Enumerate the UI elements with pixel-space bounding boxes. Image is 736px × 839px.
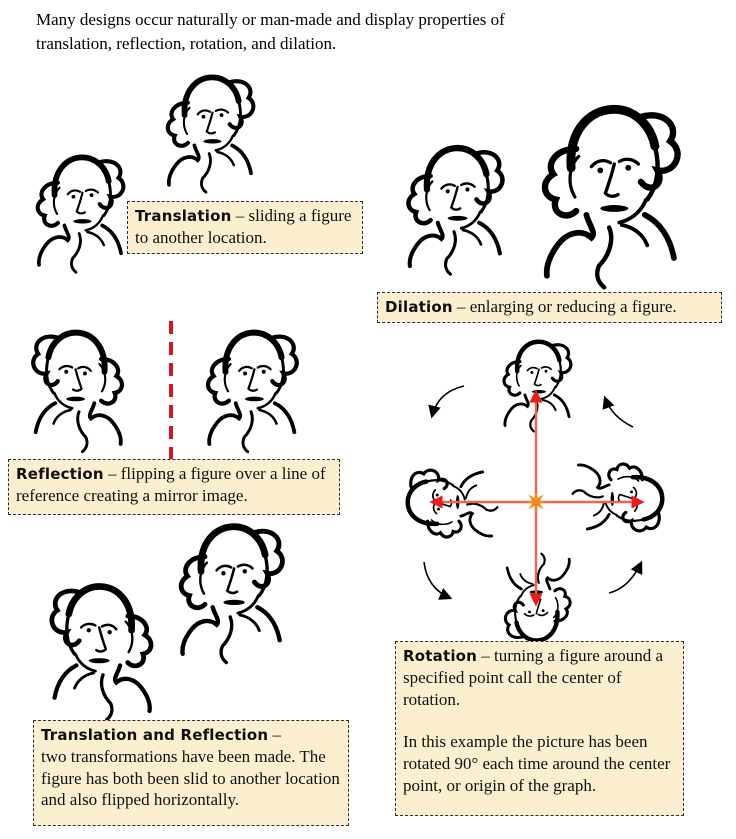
dilation-term: Dilation <box>385 298 453 316</box>
intro-line-2: translation, reflection, rotation, and dilation. <box>36 34 337 53</box>
curved-arrow-top-right-icon <box>605 398 633 427</box>
transrefl-left-figure <box>52 587 151 720</box>
translation-translated-figure <box>168 77 254 192</box>
dilation-small-figure <box>408 148 502 274</box>
reflection-definition <box>16 463 332 507</box>
reflection-term: Reflection <box>16 465 104 483</box>
translation-reflection-definition <box>41 724 341 746</box>
curved-arrow-bottom-right-icon <box>609 563 641 593</box>
curved-arrow-top-left-icon <box>432 386 464 416</box>
rotation-bottom-figure <box>505 554 570 641</box>
translation-reflection-callout <box>33 720 349 826</box>
reflection-right-figure <box>208 333 297 452</box>
rotation-top-figure <box>504 342 571 432</box>
translation-definition <box>135 205 355 249</box>
rotation-center-star-icon <box>525 491 547 513</box>
dilation-definition <box>385 296 714 318</box>
translation-original-figure <box>38 157 124 272</box>
translation-definition-text: – sliding a figure to another location. <box>135 206 352 247</box>
translation-reflection-dash: – <box>268 725 281 744</box>
translation-term: Translation <box>135 207 232 225</box>
translation-callout <box>127 201 363 254</box>
dilation-callout <box>377 292 722 323</box>
rotation-definition <box>403 645 676 710</box>
rotation-example: In this example the picture has been rotated 90° each time around the center point, or origin of the graph. <box>403 732 671 795</box>
translation-reflection-term: Translation and Reflection <box>41 726 269 744</box>
dilation-large-figure <box>545 109 678 287</box>
translation-reflection-definition-text: two transformations have been made. The figure has both been slid to another location and also flipped horizontally. <box>41 746 340 810</box>
reflection-callout <box>8 459 340 515</box>
dilation-definition-text: – enlarging or reducing a figure. <box>452 297 677 316</box>
curved-arrow-bottom-left-icon <box>424 562 450 598</box>
rotation-left-figure <box>408 470 498 537</box>
rotation-term: Rotation <box>403 647 478 665</box>
reflection-definition-text: – flipping a figure over a line of reference creating a mirror image. <box>16 464 326 505</box>
rotation-definition-text: – turning a figure around a specified point call the center of rotation. <box>403 646 664 709</box>
transrefl-right-figure <box>181 527 282 663</box>
reflection-left-figure <box>33 333 122 452</box>
rotation-callout <box>395 641 684 816</box>
intro-line-1: Many designs occur naturally or man-made and display properties of <box>36 10 505 29</box>
rotation-right-figure <box>573 464 663 531</box>
